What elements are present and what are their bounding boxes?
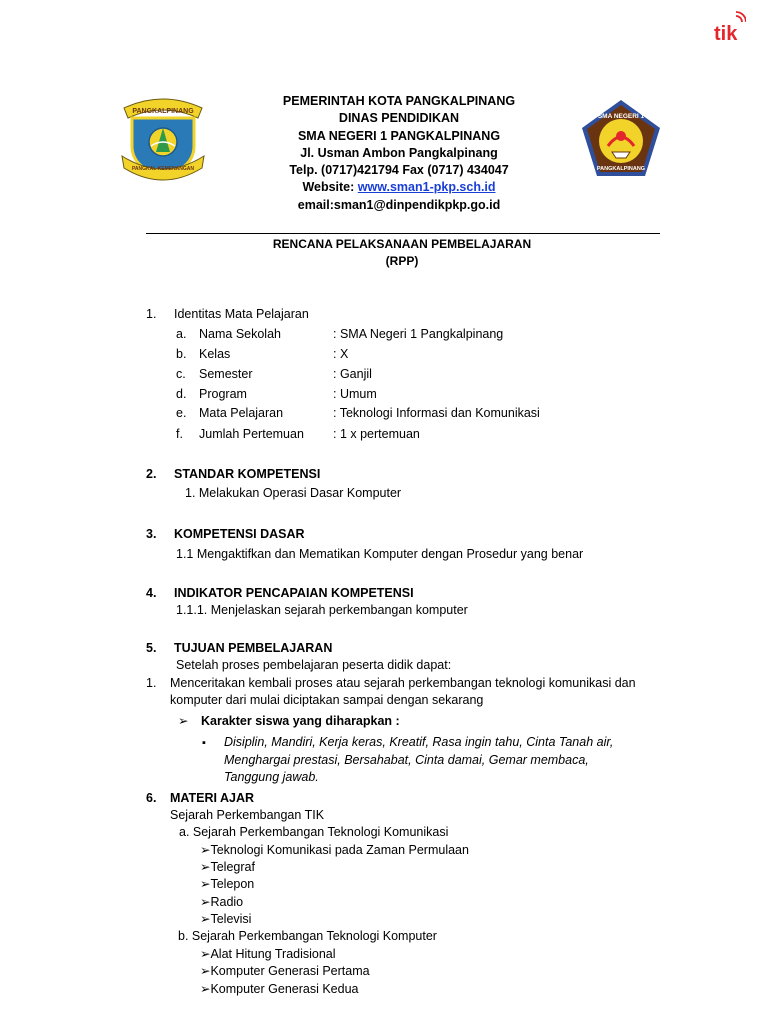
materi-subtitle: Sejarah Perkembangan TIK	[170, 808, 325, 822]
section-2-title: STANDAR KOMPETENSI	[174, 467, 321, 481]
document-title	[230, 236, 574, 269]
letterhead	[200, 93, 598, 214]
identity-label-semester: Semester	[199, 367, 253, 381]
header-divider	[146, 233, 660, 234]
section-1-title: Identitas Mata Pelajaran	[174, 307, 309, 321]
website-link[interactable]: www.sman1-pkp.sch.id	[357, 180, 496, 195]
materi-b-item-3: ➢Komputer Generasi Kedua	[200, 982, 359, 996]
identity-value-semester: : Ganjil	[333, 367, 372, 381]
section-6-title: MATERI AJAR	[170, 791, 255, 805]
materi-a-item-2: ➢Telegraf	[200, 860, 255, 874]
right-crest-bottom-text: PANGKALPINANG	[596, 166, 646, 172]
tujuan-goal-line-2: komputer dari mulai diciptakan sampai dengan sekarang	[170, 693, 484, 707]
materi-b-item-2: ➢Komputer Generasi Pertama	[200, 964, 370, 978]
identity-letter-d: d.	[176, 387, 187, 401]
section-6-number: 6.	[146, 791, 157, 805]
identity-letter-f: f.	[176, 427, 183, 441]
standar-kompetensi-item: 1. Melakukan Operasi Dasar Komputer	[185, 486, 402, 500]
identity-label-mata-pelajaran: Mata Pelajaran	[199, 406, 284, 420]
identity-value-jumlah-pertemuan: : 1 x pertemuan	[333, 427, 420, 441]
section-5-title: TUJUAN PEMBELAJARAN	[174, 641, 333, 655]
letterhead-website	[200, 179, 598, 196]
letterhead-address: Jl. Usman Ambon Pangkalpinang	[300, 145, 498, 160]
letterhead-government: PEMERINTAH KOTA PANGKALPINANG	[282, 94, 516, 108]
identity-label-nama-sekolah: Nama Sekolah	[199, 327, 281, 341]
identity-letter-e: e.	[176, 406, 187, 420]
materi-b-item-1: ➢Alat Hitung Tradisional	[200, 947, 336, 961]
left-crest-top-text: PANGKALPINANG	[132, 108, 194, 115]
identity-letter-b: b.	[176, 347, 187, 361]
karakter-bullet-icon: ▪	[202, 737, 206, 749]
letterhead-school: SMA NEGERI 1 PANGKALPINANG	[297, 128, 501, 143]
letterhead-phone: Telp. (0717)421794 Fax (0717) 434047	[289, 163, 509, 178]
identity-label-program: Program	[199, 387, 247, 401]
identity-value-mata-pelajaran: : Teknologi Informasi dan Komunikasi	[333, 406, 540, 420]
section-1-number: 1.	[146, 307, 157, 321]
identity-value-nama-sekolah: : SMA Negeri 1 Pangkalpinang	[333, 327, 504, 341]
karakter-line-1: Disiplin, Mandiri, Kerja keras, Kreatif, Rasa ingin tahu, Cinta Tanah air,	[224, 735, 614, 749]
identity-letter-c: c.	[176, 367, 186, 381]
document-title-main: RENCANA PELAKSANAAN PEMBELAJARAN	[272, 237, 532, 251]
materi-b-title: b. Sejarah Perkembangan Teknologi Komputer	[178, 929, 437, 943]
identity-value-program: : Umum	[333, 387, 377, 401]
materi-a-item-4: ➢Radio	[200, 895, 244, 909]
tik-logo	[712, 10, 746, 44]
materi-a-item-1: ➢Teknologi Komunikasi pada Zaman Permulaan	[200, 843, 469, 857]
right-crest-top-text: SMA NEGERI 1	[597, 113, 645, 120]
tujuan-goal-line-1: Menceritakan kembali proses atau sejarah perkembangan teknologi komunikasi dan	[170, 676, 636, 690]
pangkalpinang-city-crest	[118, 94, 208, 182]
identity-label-jumlah-pertemuan: Jumlah Pertemuan	[199, 427, 304, 441]
section-2-number: 2.	[146, 467, 157, 481]
letterhead-department: DINAS PENDIDIKAN	[338, 111, 460, 126]
left-crest-bottom-text: PANGKAL KEMENANGAN	[131, 166, 195, 172]
karakter-arrow-icon: ➢	[178, 714, 189, 728]
karakter-line-2: Menghargai prestasi, Bersahabat, Cinta damai, Gemar membaca,	[224, 753, 589, 767]
materi-a-item-5: ➢Televisi	[200, 912, 252, 926]
materi-a-item-3: ➢Telepon	[200, 877, 255, 891]
karakter-line-3: Tanggung jawab.	[224, 770, 319, 784]
document-title-abbrev: (RPP)	[385, 253, 419, 268]
letterhead-email: email:sman1@dinpendikpkp.go.id	[297, 197, 501, 212]
tujuan-intro: Setelah proses pembelajaran peserta didik dapat:	[176, 658, 452, 672]
website-label: Website:	[302, 180, 358, 195]
tujuan-goal-number: 1.	[146, 676, 157, 690]
karakter-label: Karakter siswa yang diharapkan :	[201, 714, 400, 728]
identity-value-kelas: : X	[333, 347, 349, 361]
indikator-item: 1.1.1. Menjelaskan sejarah perkembangan komputer	[176, 603, 468, 617]
identity-letter-a: a.	[176, 327, 187, 341]
section-4-title: INDIKATOR PENCAPAIAN KOMPETENSI	[174, 586, 414, 600]
section-3-number: 3.	[146, 527, 157, 541]
materi-a-title: a. Sejarah Perkembangan Teknologi Komunikasi	[179, 825, 449, 839]
section-3-title: KOMPETENSI DASAR	[174, 527, 305, 541]
kompetensi-dasar-item: 1.1 Mengaktifkan dan Mematikan Komputer dengan Prosedur yang benar	[176, 547, 584, 561]
tik-logo-text: tik	[714, 23, 738, 44]
identity-label-kelas: Kelas	[199, 347, 231, 361]
section-5-number: 5.	[146, 641, 157, 655]
section-4-number: 4.	[146, 586, 157, 600]
